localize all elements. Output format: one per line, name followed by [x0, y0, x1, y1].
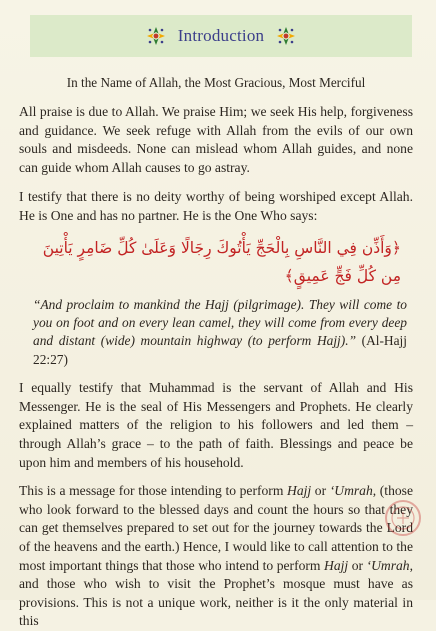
text-run: or [348, 557, 367, 573]
paragraph-message [19, 482, 413, 631]
ornate-bracket-close: ﴾ [284, 266, 294, 285]
chapter-title: Introduction [177, 26, 265, 45]
ornate-bracket-open: ﴿ [391, 238, 401, 257]
paragraph-messenger: I equally testify that Muhammad is the servant of Allah and His Messenger. He is the seal of His Messengers and Prophets. He clearly explained matters of the religion to his followers and led them – through Allah’s grace – to the path of faith. Blessings and peace be upon him and members of his household. [19, 380, 413, 470]
term-umrah: ‘Umrah [329, 483, 373, 499]
paragraph-praise: All praise is due to Allah. We praise Him; we seek His help, forgiveness and guidance. We seek refuge with Allah from the evils of our own souls and misdeeds. None can mislead whom Allah guides, and none can guide whom Allah causes to go astray. [19, 104, 413, 175]
term-hajj: Hajj [324, 557, 349, 573]
verse-translation [19, 296, 413, 370]
text-run: , (those who look forward to the blessed days and count the hours so that they can get themselves prepared to set out for the journey towards the Lord of the heavens and the earth.) Hence, I would like to call attention to the most important things that those who intend to perform [19, 483, 414, 573]
page-body [19, 74, 413, 631]
verse-reference: (Al-Hajj 22:27) [33, 333, 407, 367]
term-hajj: Hajj [287, 483, 312, 499]
paragraph-testimony: I testify that there is no deity worthy of being worshiped except Allah. He is One and has no partner. He is the One Who says: [19, 189, 413, 223]
quran-verse-arabic [19, 232, 413, 290]
text-run: or [311, 483, 330, 499]
chapter-header [30, 15, 412, 57]
text-run: This is a message for those intending to perform [19, 483, 288, 499]
floral-ornament-icon [276, 26, 296, 46]
translation-text: “And proclaim to mankind the Hajj (pilgrimage). They will come to you on foot and on every lean camel, they will come from every deep and distant (wide) mountain highway (to perform Hajj).” [33, 296, 407, 349]
verse-text: وَأَذِّن فِي النَّاسِ بِالْحَجِّ يَأْتُوكَ رِجَالًا وَعَلَىٰ كُلِّ ضَامِرٍ يَأْتِينَ مِن كُلِّ فَجٍّ عَمِيقٍ [42, 238, 401, 285]
floral-ornament-icon [146, 26, 166, 46]
text-run: , and those who wish to visit the Prophet’s mosque must have as provisions. This is not a unique work, neither is it the only material in this [19, 557, 413, 629]
basmala-line: In the Name of Allah, the Most Gracious, Most Merciful [66, 75, 366, 90]
term-umrah: ‘Umrah [366, 557, 410, 573]
library-stamp-icon [383, 498, 423, 538]
